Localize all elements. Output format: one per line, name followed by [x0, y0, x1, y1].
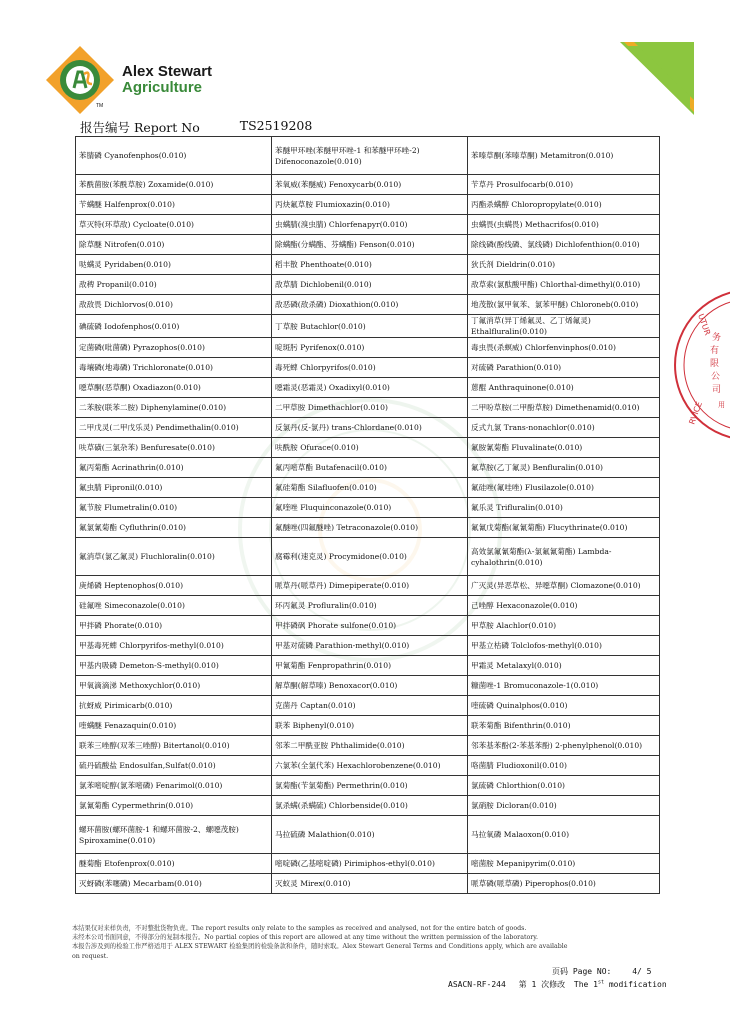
table-cell: 甲基立枯磷 Tolclofos-methyl(0.010) [468, 636, 660, 656]
table-row [76, 275, 660, 295]
table-row [76, 195, 660, 215]
table-row [76, 358, 660, 378]
table-cell: 氟胺氰菊酯 Fluvalinate(0.010) [468, 438, 660, 458]
table-cell: 哌草磷(哌草磷) Piperophos(0.010) [468, 874, 660, 894]
brand-line-2: Agriculture [122, 78, 203, 96]
table-cell: 喹硫磷 Quinalphos(0.010) [468, 696, 660, 716]
company-stamp-icon [687, 285, 730, 445]
table-cell: 二甲戊灵(二甲戊乐灵) Pendimethalin(0.010) [76, 418, 272, 438]
svg-text:司: 司 [712, 385, 722, 395]
table-row [76, 576, 660, 596]
table-cell: 氟丙菊酯 Acrinathrin(0.010) [76, 458, 272, 478]
table-row [76, 498, 660, 518]
table-cell: 联苯 Biphenyl(0.010) [272, 716, 468, 736]
table-row [76, 338, 660, 358]
table-cell: 虫螨畏(虫螨畏) Methacrifos(0.010) [468, 215, 660, 235]
table-cell: 苯醚甲环唑(苯醚甲环唑-1 和苯醚甲环唑-2) Difenoconazole(0.010) [272, 137, 468, 175]
disclaimer-line: on request. [72, 952, 109, 960]
page-number [552, 966, 651, 977]
modification-en-pre: The 1 [573, 980, 598, 989]
table-cell: 甲霜灵 Metalaxyl(0.010) [468, 656, 660, 676]
table-cell: 氟硅唑(氟哇唑) Flusilazole(0.010) [468, 478, 660, 498]
table-cell: 二苯胺(联苯二胺) Diphenylamine(0.010) [76, 398, 272, 418]
table-cell: 氟丙嘧草酯 Butafenacil(0.010) [272, 458, 468, 478]
table-row [76, 816, 660, 854]
table-cell: 甲基毒死蜱 Chlorpyrifos-methyl(0.010) [76, 636, 272, 656]
table-cell: 邻苯二甲酰亚胺 Phthalimide(0.010) [272, 736, 468, 756]
table-cell: 苯酰菌胺(苯酰草胺) Zoxamide(0.010) [76, 175, 272, 195]
table-cell: 毒壤磷(地毒磷) Trichloronate(0.010) [76, 358, 272, 378]
table-cell: 苯嗪草酮(苯嗪草酮) Metamitron(0.010) [468, 137, 660, 175]
table-cell: 甲基内吸磷 Demeton-S-methyl(0.010) [76, 656, 272, 676]
table-cell: 狄氏剂 Dieldrin(0.010) [468, 255, 660, 275]
table-cell: 糠菌唑-1 Bromuconazole-1(0.010) [468, 676, 660, 696]
table-cell: 抗蚜威 Pirimicarb(0.010) [76, 696, 272, 716]
table-row [76, 458, 660, 478]
modification-cn: 第 1 次修改 [518, 980, 566, 989]
table-cell: 定菌磷(吡菌磷) Pyrazophos(0.010) [76, 338, 272, 358]
table-cell: 呋草磺(三氯杂苯) Benfuresate(0.010) [76, 438, 272, 458]
table-cell: 马拉氧磷 Malaoxon(0.010) [468, 816, 660, 854]
table-row [76, 398, 660, 418]
table-cell: 嘧啶磷(乙基嘧啶磷) Pirimiphos-ethyl(0.010) [272, 854, 468, 874]
table-cell: 啶斑肟 Pyrifenox(0.010) [272, 338, 468, 358]
table-cell: 二甲吩草胺(二甲酚草胺) Dimethenamid(0.010) [468, 398, 660, 418]
modification-line [448, 979, 667, 990]
disclaimer-line: 未经本公司书面同意，不得部分的复制本报告。No partial copies of this report are allowed at any time without the written permission of the laboratory. [72, 934, 538, 942]
table-cell: 咯菌腈 Fludioxonil(0.010) [468, 756, 660, 776]
disclaimer [72, 924, 672, 961]
svg-text:RVICE: RVICE [687, 400, 704, 426]
table-cell: 联苯菊酯 Bifenthrin(0.010) [468, 716, 660, 736]
table-cell: 硫丹硫酸盐 Endosulfan,Sulfat(0.010) [76, 756, 272, 776]
corner-decoration-icon [610, 0, 730, 120]
table-cell: 氟节胺 Flumetralin(0.010) [76, 498, 272, 518]
table-cell: 甲草胺 Alachlor(0.010) [468, 616, 660, 636]
table-cell: 虫螨腈(溴虫腈) Chlorfenapyr(0.010) [272, 215, 468, 235]
table-cell: 敌稗 Propanil(0.010) [76, 275, 272, 295]
svg-text:务: 务 [712, 333, 722, 343]
table-cell: 广灭灵(异恶草松、异噁草酮) Clomazone(0.010) [468, 576, 660, 596]
table-cell: 氟氰戊菊酯(氟氰菊酯) Flucythrinate(0.010) [468, 518, 660, 538]
table-cell: 解草酮(解草嗪) Benoxacor(0.010) [272, 676, 468, 696]
table-cell: 氟氯氰菊酯 Cyfluthrin(0.010) [76, 518, 272, 538]
table-row [76, 616, 660, 636]
table-cell: 噁草酮(恶草酮) Oxadiazon(0.010) [76, 378, 272, 398]
svg-text:用: 用 [718, 401, 725, 409]
svg-text:公: 公 [711, 372, 721, 382]
table-row [76, 478, 660, 498]
table-cell: 地茂散(氯甲氧苯、氯苯甲醚) Chloroneb(0.010) [468, 295, 660, 315]
table-cell: 庚烯磷 Heptenophos(0.010) [76, 576, 272, 596]
table-cell: 灭蚁灵 Mirex(0.010) [272, 874, 468, 894]
table-cell: 苯腈磷 Cyanofenphos(0.010) [76, 137, 272, 175]
table-cell: 苄螨醚 Halfenprox(0.010) [76, 195, 272, 215]
table-cell: 氟乐灵 Trifluralin(0.010) [468, 498, 660, 518]
table-cell: 甲氧滴滴涕 Methoxychlor(0.010) [76, 676, 272, 696]
table-cell: 氯硫磷 Chlorthion(0.010) [468, 776, 660, 796]
table-cell: 氟喹唑 Fluquinconazole(0.010) [272, 498, 468, 518]
table-cell: 碘硫磷 Iodofenphos(0.010) [76, 315, 272, 338]
report-number-label: 报告编号 Report No [80, 120, 200, 135]
table-row [76, 676, 660, 696]
table-cell: 氯硝胺 Dicloran(0.010) [468, 796, 660, 816]
table-cell: 氟醚唑(四氟醚唑) Tetraconazole(0.010) [272, 518, 468, 538]
table-cell: 氯杀螨(杀螨硫) Chlorbenside(0.010) [272, 796, 468, 816]
table-cell: 马拉硫磷 Malathion(0.010) [272, 816, 468, 854]
table-cell: 氯氰菊酯 Cypermethrin(0.010) [76, 796, 272, 816]
table-cell: 丙炔氟草胺 Flumioxazin(0.010) [272, 195, 468, 215]
table-cell: 腐霉利(速克灵) Procymidone(0.010) [272, 538, 468, 576]
table-cell: 甲基对硫磷 Parathion-methyl(0.010) [272, 636, 468, 656]
brand-name [122, 64, 212, 96]
page-number-value: 4/ 5 [632, 967, 652, 976]
table-row [76, 854, 660, 874]
table-cell: 反式九氯 Trans-nonachlor(0.010) [468, 418, 660, 438]
table-cell: 丁氟消草(异丁烯氟灵、乙丁烯氟灵) Ethalfluralin(0.010) [468, 315, 660, 338]
table-cell: 哌草丹(哌草丹) Dimepiperate(0.010) [272, 576, 468, 596]
table-cell: 氟消草(氯乙氟灵) Fluchloralin(0.010) [76, 538, 272, 576]
table-cell: 噁霜灵(恶霜灵) Oxadixyl(0.010) [272, 378, 468, 398]
table-cell: 除线磷(酚线磷、氯线磷) Dichlofenthion(0.010) [468, 235, 660, 255]
table-cell: 灭蚜磷(苯噻磷) Mecarbam(0.010) [76, 874, 272, 894]
page-number-label: 页码 Page NO: [552, 967, 612, 976]
table-cell: 高效氯氟氰菊酯(λ-氯氟氰菊酯) Lambda-cyhalothrin(0.010) [468, 538, 660, 576]
table-row [76, 315, 660, 338]
table-row [76, 175, 660, 195]
table-cell: 稻丰散 Phenthoate(0.010) [272, 255, 468, 275]
table-cell: 甲拌磷砜 Phorate sulfone(0.010) [272, 616, 468, 636]
disclaimer-line: 本结果仅对来样负责，不对整批货物负责。The report results only relate to the samples as received and analysed, not for the entire batch of goods. [72, 925, 527, 932]
table-cell: 氟虫腈 Fipronil(0.010) [76, 478, 272, 498]
table-row [76, 518, 660, 538]
modification-sup: st [598, 979, 605, 986]
table-cell: 毒虫畏(杀螟威) Chlorfenvinphos(0.010) [468, 338, 660, 358]
table-cell: 己唑醇 Hexaconazole(0.010) [468, 596, 660, 616]
table-row [76, 235, 660, 255]
table-cell: 联苯三唑醇(双苯三唑醇) Bitertanol(0.010) [76, 736, 272, 756]
report-number-value: TS2519208 [239, 118, 313, 133]
table-cell: 对硫磷 Parathion(0.010) [468, 358, 660, 378]
table-cell: 敌敌畏 Dichlorvos(0.010) [76, 295, 272, 315]
table-row [76, 696, 660, 716]
table-row [76, 636, 660, 656]
table-cell: 氟硅菊酯 Silafluofen(0.010) [272, 478, 468, 498]
table-row [76, 656, 660, 676]
table-cell: 草灭特(环草敌) Cycloate(0.010) [76, 215, 272, 235]
table-cell: 除草醚 Nitrofen(0.010) [76, 235, 272, 255]
table-row [76, 796, 660, 816]
table-cell: 醚菊酯 Etofenprox(0.010) [76, 854, 272, 874]
report-number-line [80, 118, 312, 136]
table-cell: 敌草腈 Dichlobenil(0.010) [272, 275, 468, 295]
brand-line-1: Alex Stewart [122, 63, 213, 80]
table-cell: 螺环菌胺(螺环菌胺-1 和螺环菌胺-2、螺噁茂胺) Spiroxamine(0.010) [76, 816, 272, 854]
table-cell: 苯氧威(苯醚威) Fenoxycarb(0.010) [272, 175, 468, 195]
table-row [76, 418, 660, 438]
table-cell: 蒽醌 Anthraquinone(0.010) [468, 378, 660, 398]
svg-text:有: 有 [710, 346, 720, 356]
table-row [76, 378, 660, 398]
table-cell: 甲氰菊酯 Fenpropathrin(0.010) [272, 656, 468, 676]
svg-text:UTUR: UTUR [696, 312, 713, 337]
table-cell: 六氯苯(全氯代苯) Hexachlorobenzene(0.010) [272, 756, 468, 776]
table-row [76, 756, 660, 776]
table-cell: 氟草胺(乙丁氟灵) Benfluralin(0.010) [468, 458, 660, 478]
table-cell: 除螨酯(分螨酯、芬螨酯) Fenson(0.010) [272, 235, 468, 255]
table-cell: 氯菊酯(苄氯菊酯) Permethrin(0.010) [272, 776, 468, 796]
table-cell: 丁草胺 Butachlor(0.010) [272, 315, 468, 338]
company-logo-icon [44, 44, 116, 116]
modification-en-post: modification [604, 980, 667, 989]
table-cell: 毒死蜱 Chlorpyrifos(0.010) [272, 358, 468, 378]
table-cell: 丙酯杀螨醇 Chloropropylate(0.010) [468, 195, 660, 215]
table-row [76, 295, 660, 315]
trademark-mark: TM [96, 103, 104, 109]
table-cell: 甲拌磷 Phorate(0.010) [76, 616, 272, 636]
table-row [76, 596, 660, 616]
table-cell: 敌恶磷(敌杀磷) Dioxathion(0.010) [272, 295, 468, 315]
table-row [76, 874, 660, 894]
table-cell: 喹螨醚 Fenazaquin(0.010) [76, 716, 272, 736]
table-row [76, 776, 660, 796]
disclaimer-line: 本报告涉及到的检验工作严格适用于 ALEX STEWART 检验集团的检验条款和条件，随时索取。Alex Stewart General Terms and Conditions apply, which are available [72, 943, 568, 951]
table-row [76, 255, 660, 275]
table-row [76, 137, 660, 175]
table-row [76, 716, 660, 736]
table-cell: 敌草索(氯酞酸甲酯) Chlorthal-dimethyl(0.010) [468, 275, 660, 295]
table-cell: 硅氟唑 Simeconazole(0.010) [76, 596, 272, 616]
pesticide-table [75, 136, 660, 894]
table-cell: 呋酰胺 Ofurace(0.010) [272, 438, 468, 458]
table-cell: 邻苯基苯酚(2-苯基苯酚) 2-phenylphenol(0.010) [468, 736, 660, 756]
table-cell: 二甲草胺 Dimethachlor(0.010) [272, 398, 468, 418]
table-cell: 哒螨灵 Pyridaben(0.010) [76, 255, 272, 275]
table-row [76, 215, 660, 235]
table-row [76, 736, 660, 756]
table-cell: 环丙氟灵 Profluralin(0.010) [272, 596, 468, 616]
table-cell: 嘧菌胺 Mepanipyrim(0.010) [468, 854, 660, 874]
table-cell: 克菌丹 Captan(0.010) [272, 696, 468, 716]
table-cell: 反氯丹(反-氯丹) trans-Chlordane(0.010) [272, 418, 468, 438]
table-row [76, 538, 660, 576]
table-cell: 氯苯嘧啶醇(氯苯嘧磷) Fenarimol(0.010) [76, 776, 272, 796]
form-code: ASACN-RF-244 [448, 980, 506, 989]
svg-text:限: 限 [710, 359, 720, 369]
table-row [76, 438, 660, 458]
table-cell: 苄草丹 Prosulfocarb(0.010) [468, 175, 660, 195]
